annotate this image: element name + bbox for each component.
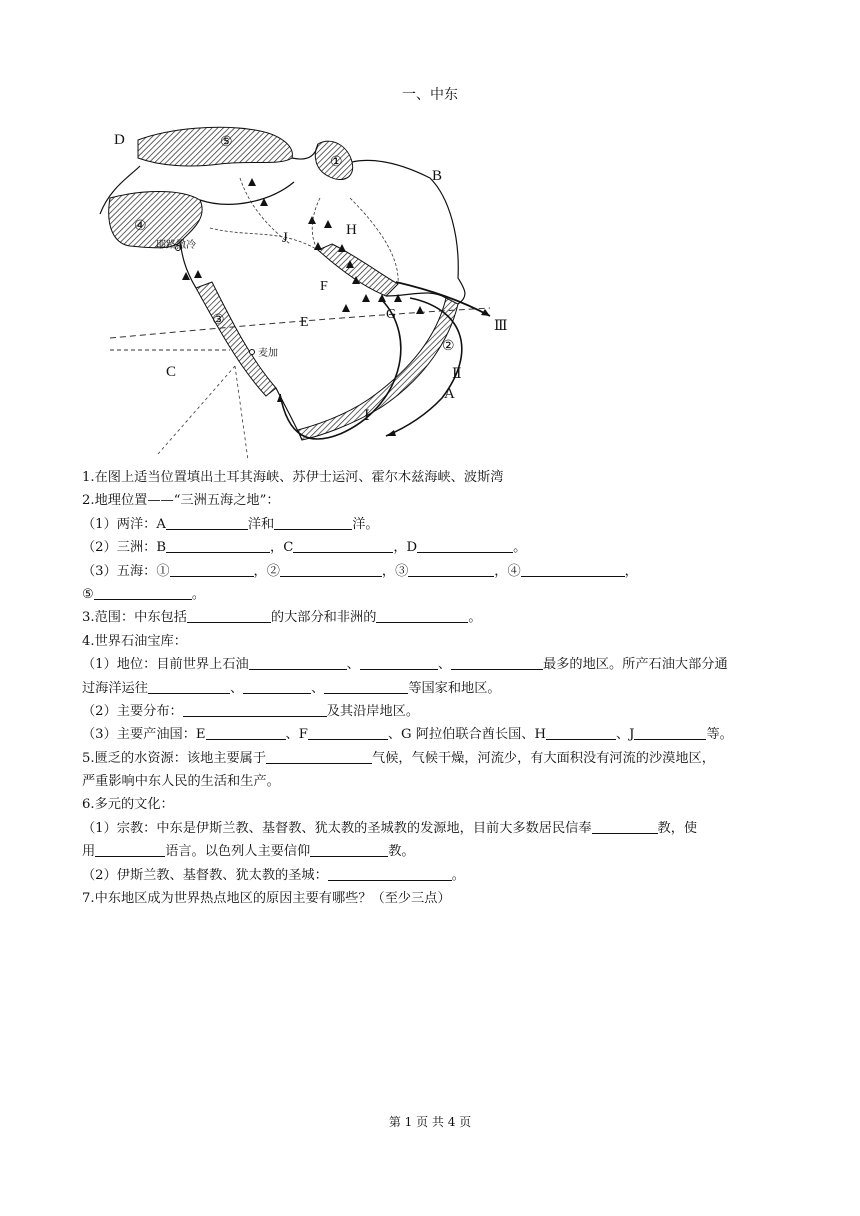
blank[interactable] <box>243 679 311 694</box>
question-6-1-cont: 用 语言。以色列人主要信仰 教。 <box>82 844 415 860</box>
question-2-1: （1）两洋：A 洋和 洋。 <box>82 516 379 532</box>
question-5-cont: 严重影响中东人民的生活和生产。 <box>82 774 280 790</box>
map-label-r1: Ⅰ <box>364 409 370 424</box>
blank[interactable] <box>634 725 706 740</box>
map-label-n4: ④ <box>134 219 147 234</box>
blank[interactable] <box>310 842 388 857</box>
question-7: 7.中东地区成为世界热点地区的原因主要有哪些？（至少三点） <box>82 891 451 907</box>
question-1: 1.在图上适当位置填出土耳其海峡、苏伊士运河、霍尔木兹海峡、波斯湾 <box>82 470 504 485</box>
question-2-3: （3）五海：① ，② ，③ ，④ ， <box>82 563 638 579</box>
map-label-n3: ③ <box>212 313 225 328</box>
question-4-1-cont: 过海洋运往 、 、 等国家和地区。 <box>82 680 501 696</box>
question-2-3-cont: ⑤ 。 <box>82 586 206 602</box>
middle-east-map <box>80 118 520 463</box>
map-label-mecca: 麦加 <box>258 348 278 359</box>
map-label-n2: ② <box>442 339 455 354</box>
red-sea <box>196 282 276 396</box>
map-label-r2: Ⅱ <box>452 367 462 382</box>
blank[interactable] <box>95 842 165 857</box>
map-label-C: C <box>166 364 177 380</box>
blank[interactable] <box>280 562 382 577</box>
question-4-3: （3）主要产油国：E 、F 、G 阿拉伯联合酋长国、H 、J 等。 <box>82 727 733 743</box>
map-label-jerusalem: 耶路撒冷 <box>156 240 196 251</box>
question-3: 3.范围：中东包括 的大部分和非洲的 。 <box>82 610 482 626</box>
blank[interactable] <box>183 702 327 717</box>
map-label-G: G <box>386 307 397 322</box>
blank[interactable] <box>451 655 543 670</box>
blank[interactable] <box>546 725 616 740</box>
blank[interactable] <box>324 679 408 694</box>
blank[interactable] <box>166 538 270 553</box>
question-6-2: （2）伊斯兰教、基督教、犹太教的圣城： 。 <box>82 867 465 883</box>
blank[interactable] <box>408 562 494 577</box>
question-6-1: （1）宗教：中东是伊斯兰教、基督教、犹太教的圣城教的发源地，目前大多数居民信奉 教，使 <box>82 820 698 836</box>
question-5: 5.匮乏的水资源：该地主要属于 气候，气候干燥，河流少，有大面积没有河流的沙漠地区， <box>82 750 715 766</box>
blank[interactable] <box>206 725 286 740</box>
map-label-B: B <box>432 168 443 184</box>
map-label-n1: ① <box>330 155 343 170</box>
blank[interactable] <box>166 515 248 530</box>
blank[interactable] <box>249 655 347 670</box>
blank[interactable] <box>187 608 271 623</box>
map-label-E: E <box>300 315 309 330</box>
blank[interactable] <box>170 562 254 577</box>
map-label-n5: ⑤ <box>220 135 233 150</box>
question-4-1: （1）地位：目前世界上石油 、 、 最多的地区。所产石油大部分通 <box>82 657 728 673</box>
blank[interactable] <box>592 819 658 834</box>
blank[interactable] <box>328 866 452 881</box>
persian-gulf <box>318 244 398 296</box>
question-list <box>82 466 782 910</box>
blank[interactable] <box>148 679 230 694</box>
map-label-D: D <box>114 132 125 148</box>
question-4-2: （2）主要分布： 及其沿岸地区。 <box>82 703 420 719</box>
blank[interactable] <box>521 562 625 577</box>
question-2: 2.地理位置——“三洲五海之地”： <box>82 493 280 509</box>
blank[interactable] <box>266 749 372 764</box>
blank[interactable] <box>376 608 468 623</box>
map-label-J: J <box>282 230 288 246</box>
map-label-r3: Ⅲ <box>494 319 508 334</box>
question-6: 6.多元的文化： <box>82 797 174 813</box>
page-footer: 第 1 页 共 4 页 <box>388 1115 472 1129</box>
map-label-F: F <box>320 279 328 294</box>
blank[interactable] <box>293 538 393 553</box>
blank[interactable] <box>274 515 352 530</box>
blank[interactable] <box>94 585 192 600</box>
map-label-A: A <box>444 386 455 402</box>
blank[interactable] <box>308 725 388 740</box>
blank[interactable] <box>417 538 513 553</box>
question-4: 4.世界石油宝库： <box>82 633 187 649</box>
black-sea <box>138 127 292 166</box>
page-title: 一、中东 <box>402 87 458 103</box>
question-2-2: （2）三洲：B ，C ，D 。 <box>82 540 527 556</box>
blank[interactable] <box>360 655 438 670</box>
map-label-H: H <box>346 222 357 238</box>
